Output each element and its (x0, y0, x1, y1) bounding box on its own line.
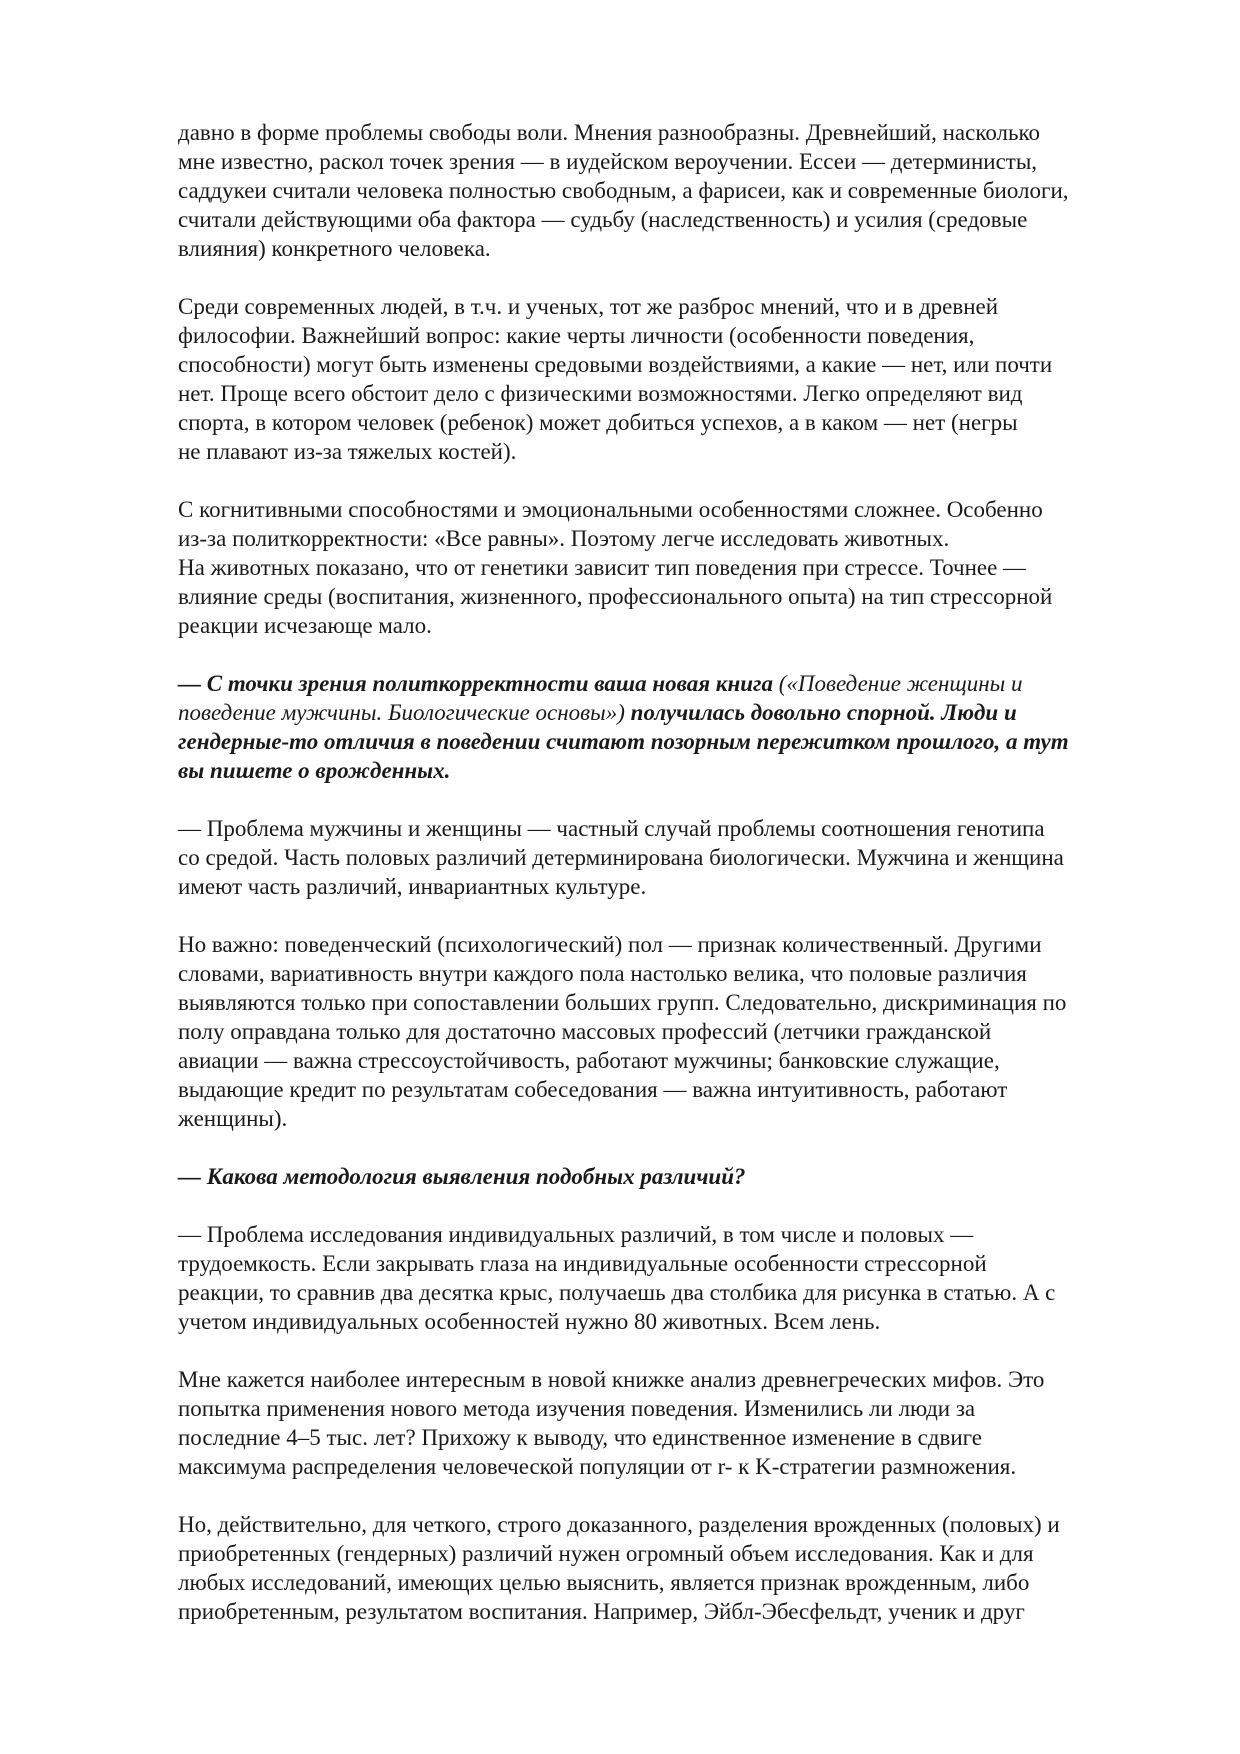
text-line (178, 1278, 1178, 1307)
text-line (178, 1423, 1178, 1452)
text-run: Но важно: поведенческий (психологический) пол — признак количественный. Другими (178, 932, 1042, 957)
interview-answer (178, 495, 1178, 640)
text-run: считали действующими оба фактора — судьбу (наследственность) и усилия (средовые (178, 207, 1028, 232)
text-line (178, 1162, 1178, 1191)
text-run: влияния) конкретного человека. (178, 236, 491, 261)
interview-question (178, 1162, 1178, 1191)
text-line (178, 872, 1178, 901)
text-run: гендерные-то отличия в поведении считают позорным пережитком прошлого, а тут (178, 729, 1069, 754)
text-line (178, 524, 1178, 553)
interview-answer (178, 118, 1178, 263)
text-line (178, 959, 1178, 988)
text-run: авиации — важна стрессоустойчивость, работают мужчины; банковские служащие, (178, 1048, 1000, 1073)
text-run: не плавают из-за тяжелых костей). (178, 439, 517, 464)
text-line (178, 379, 1178, 408)
text-run: полу оправдана только для достаточно массовых профессий (летчики гражданской (178, 1019, 992, 1044)
text-line (178, 350, 1178, 379)
text-run: Но, действительно, для четкого, строго доказанного, разделения врожденных (половых) и (178, 1512, 1060, 1537)
text-run: саддукеи считали человека полностью свободным, а фарисеи, как и современные биологи, (178, 178, 1069, 203)
text-run: реакции исчезающе мало. (178, 613, 432, 638)
text-line (178, 1249, 1178, 1278)
text-line (178, 611, 1178, 640)
text-run: философии. Важнейший вопрос: какие черты личности (особенности поведения, (178, 323, 975, 348)
text-line (178, 205, 1178, 234)
text-line (178, 1394, 1178, 1423)
text-run: приобретенным, результатом воспитания. Например, Эйбл-Эбесфельдт, ученик и друг (178, 1599, 1025, 1624)
text-run: словами, вариативность внутри каждого пола настолько велика, что половые различия (178, 961, 1027, 986)
text-run: — С точки зрения политкорректности ваша новая книга (178, 671, 779, 696)
text-line (178, 408, 1178, 437)
interview-question (178, 669, 1178, 785)
text-run: спорта, в котором человек (ребенок) может добиться успехов, а в каком — нет (негры (178, 410, 1018, 435)
text-run: имеют часть различий, инвариантных культуре. (178, 874, 647, 899)
text-run: Среди современных людей, в т.ч. и ученых, тот же разброс мнений, что и в древней (178, 294, 999, 319)
text-line (178, 1539, 1178, 1568)
text-line (178, 553, 1178, 582)
text-line (178, 1510, 1178, 1539)
text-run: учетом индивидуальных особенностей нужно 80 животных. Всем лень. (178, 1309, 881, 1334)
interview-answer (178, 292, 1178, 466)
article-body (178, 118, 1178, 1655)
text-line (178, 147, 1178, 176)
text-line (178, 988, 1178, 1017)
text-line (178, 1046, 1178, 1075)
text-run: С когнитивными способностями и эмоциональными особенностями сложнее. Особенно (178, 497, 1043, 522)
text-line (178, 698, 1178, 727)
text-run: максимума распределения человеческой популяции от r- к K-стратегии размножения. (178, 1454, 1017, 1479)
interview-answer (178, 814, 1178, 901)
text-line (178, 1452, 1178, 1481)
text-run: реакции, то сравнив два десятка крыс, получаешь два столбика для рисунка в статью. А с (178, 1280, 1056, 1305)
text-run: последние 4–5 тыс. лет? Прихожу к выводу, что единственное изменение в сдвиге (178, 1425, 982, 1450)
text-run: трудоемкость. Если закрывать глаза на индивидуальные особенности стрессорной (178, 1251, 987, 1276)
text-line (178, 321, 1178, 350)
text-line (178, 1568, 1178, 1597)
text-line (178, 1075, 1178, 1104)
text-line (178, 292, 1178, 321)
text-run: выявляются только при сопоставлении больших групп. Следовательно, дискриминация по (178, 990, 1067, 1015)
text-line (178, 118, 1178, 147)
text-line (178, 1365, 1178, 1394)
text-line (178, 437, 1178, 466)
text-run: попытка применения нового метода изучения поведения. Изменились ли люди за (178, 1396, 976, 1421)
text-run: — Проблема мужчины и женщины — частный случай проблемы соотношения генотипа (178, 816, 1045, 841)
text-run: вы пишете о врожденных. (178, 758, 451, 783)
text-line (178, 727, 1178, 756)
text-line (178, 843, 1178, 872)
text-run: со средой. Часть половых различий детерминирована биологически. Мужчина и женщина (178, 845, 1064, 870)
text-run: — Какова методология выявления подобных различий? (178, 1164, 746, 1189)
text-run: получилась довольно спорной. Люди и (624, 700, 1017, 725)
text-run: На животных показано, что от генетики зависит тип поведения при стрессе. Точнее — (178, 555, 1027, 580)
text-run: — Проблема исследования индивидуальных различий, в том числе и половых — (178, 1222, 974, 1247)
text-line (178, 756, 1178, 785)
text-run: давно в форме проблемы свободы воли. Мнения разнообразны. Древнейший, насколько (178, 120, 1041, 145)
text-run: женщины). (178, 1106, 288, 1131)
text-run: нет. Проще всего обстоит дело с физическими возможностями. Легко определяют вид (178, 381, 1023, 406)
text-line (178, 1017, 1178, 1046)
text-run: способности) могут быть изменены средовыми воздействиями, а какие — нет, или почти (178, 352, 1053, 377)
text-line (178, 495, 1178, 524)
text-line (178, 814, 1178, 843)
text-line (178, 234, 1178, 263)
text-line (178, 176, 1178, 205)
text-line (178, 1597, 1178, 1626)
text-run: Мне кажется наиболее интересным в новой книжке анализ древнегреческих мифов. Это (178, 1367, 1045, 1392)
text-run: поведение мужчины. Биологические основы») (178, 700, 625, 725)
text-run: выдающие кредит по результатам собеседования — важна интуитивность, работают (178, 1077, 1008, 1102)
text-line (178, 669, 1178, 698)
text-line (178, 1307, 1178, 1336)
text-line (178, 582, 1178, 611)
text-run: любых исследований, имеющих целью выяснить, является признак врожденным, либо (178, 1570, 1030, 1595)
text-run: приобретенных (гендерных) различий нужен огромный объем исследования. Как и для (178, 1541, 1034, 1566)
text-run: влияние среды (воспитания, жизненного, профессионального опыта) на тип стрессорной (178, 584, 1053, 609)
text-run: из-за политкорректности: «Все равны». Поэтому легче исследовать животных. (178, 526, 950, 551)
text-line (178, 930, 1178, 959)
interview-answer (178, 930, 1178, 1133)
text-line (178, 1104, 1178, 1133)
text-run: мне известно, раскол точек зрения — в иудейском вероучении. Ессеи — детерминисты, (178, 149, 1038, 174)
text-run: («Поведение женщины и (778, 671, 1023, 696)
text-line (178, 1220, 1178, 1249)
interview-answer (178, 1365, 1178, 1481)
interview-answer (178, 1510, 1178, 1626)
interview-answer (178, 1220, 1178, 1336)
